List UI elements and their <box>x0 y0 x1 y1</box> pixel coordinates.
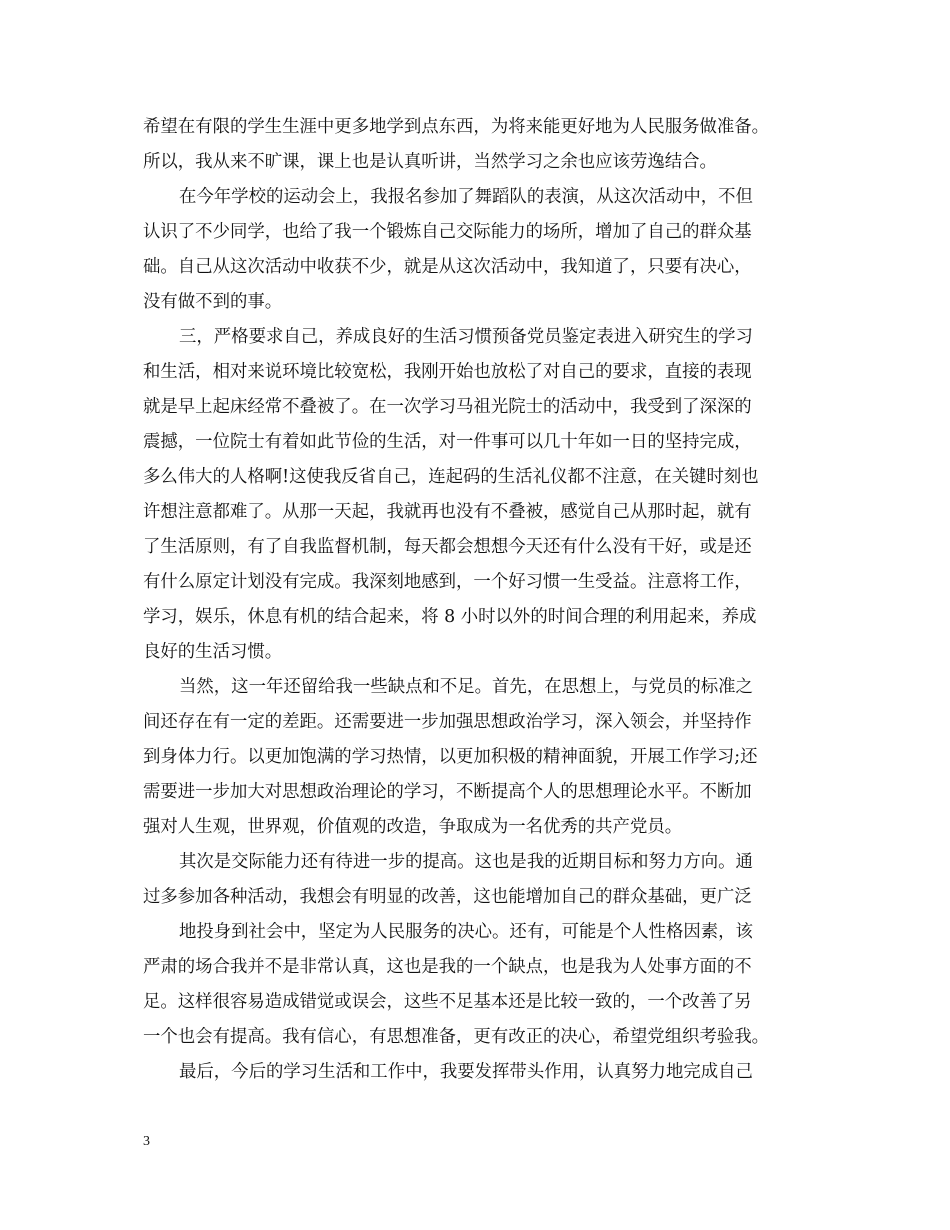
text-line: 所以，我从来不旷课，课上也是认真听讲，当然学习之余也应该劳逸结合。 <box>143 152 717 172</box>
text-line: 础。自己从这次活动中收获不少，就是从这次活动中，我知道了，只要有决心， <box>143 257 752 277</box>
text-line: 就是早上起床经常不叠被了。在一次学习马祖光院士的活动中，我受到了深深的 <box>143 397 752 417</box>
text-line: 一个也会有提高。我有信心，有思想准备，更有改正的决心，希望党组织考验我。 <box>143 1027 770 1047</box>
text-line: 需要进一步加大对思想政治理论的学习，不断提高个人的思想理论水平。不断加 <box>143 782 752 802</box>
text-line: 没有做不到的事。 <box>143 292 283 312</box>
text-line: 过多参加各种活动，我想会有明显的改善，这也能增加自己的群众基础，更广泛 <box>143 887 752 907</box>
body-text <box>143 110 823 1090</box>
text-line: 震撼，一位院士有着如此节俭的生活，对一件事可以几十年如一日的坚持完成， <box>143 432 752 452</box>
page-number: 3 <box>143 1134 150 1149</box>
text-line: 到身体力行。以更加饱满的学习热情，以更加积极的精神面貌，开展工作学习;还 <box>143 747 758 767</box>
text-line: 间还存在有一定的差距。还需要进一步加强思想政治学习，深入领会，并坚持作 <box>143 712 752 732</box>
text-line: 多么伟大的人格啊!这使我反省自己，连起码的生活礼仪都不注意，在关键时刻也 <box>143 467 759 487</box>
text-line: 良好的生活习惯。 <box>143 642 283 662</box>
text-line: 强对人生观，世界观，价值观的改造，争取成为一名优秀的共产党员。 <box>143 817 683 837</box>
text-line: 有什么原定计划没有完成。我深刻地感到，一个好习惯一生受益。注意将工作， <box>143 572 752 592</box>
text-line: 认识了不少同学，也给了我一个锻炼自己交际能力的场所，增加了自己的群众基 <box>143 222 752 242</box>
text-line: 当然，这一年还留给我一些缺点和不足。首先，在思想上，与党员的标准之 <box>179 677 753 697</box>
text-line: 三，严格要求自己，养成良好的生活习惯预备党员鉴定表进入研究生的学习 <box>179 327 753 347</box>
text-line: 希望在有限的学生生涯中更多地学到点东西，为将来能更好地为人民服务做准备。 <box>143 117 770 137</box>
text-line: 严肃的场合我并不是非常认真，这也是我的一个缺点，也是我为人处事方面的不 <box>143 957 752 977</box>
text-line: 在今年学校的运动会上，我报名参加了舞蹈队的表演，从这次活动中，不但 <box>179 187 753 207</box>
text-line: 了生活原则，有了自我监督机制，每天都会想想今天还有什么没有干好，或是还 <box>143 537 752 557</box>
text-line: 许想注意都难了。从那一天起，我就再也没有不叠被，感觉自己从那时起，就有 <box>143 502 752 522</box>
text-line: 学习，娱乐，休息有机的结合起来，将 8 小时以外的时间合理的利用起来，养成 <box>143 607 757 627</box>
text-line: 和生活，相对来说环境比较宽松，我刚开始也放松了对自己的要求，直接的表现 <box>143 362 752 382</box>
text-line: 其次是交际能力还有待进一步的提高。这也是我的近期目标和努力方向。通 <box>179 852 753 872</box>
text-line: 足。这样很容易造成错觉或误会，这些不足基本还是比较一致的，一个改善了另 <box>143 992 752 1012</box>
text-line: 最后，今后的学习生活和工作中，我要发挥带头作用，认真努力地完成自己 <box>179 1062 753 1082</box>
text-line: 地投身到社会中，坚定为人民服务的决心。还有，可能是个人性格因素，该 <box>179 922 753 942</box>
